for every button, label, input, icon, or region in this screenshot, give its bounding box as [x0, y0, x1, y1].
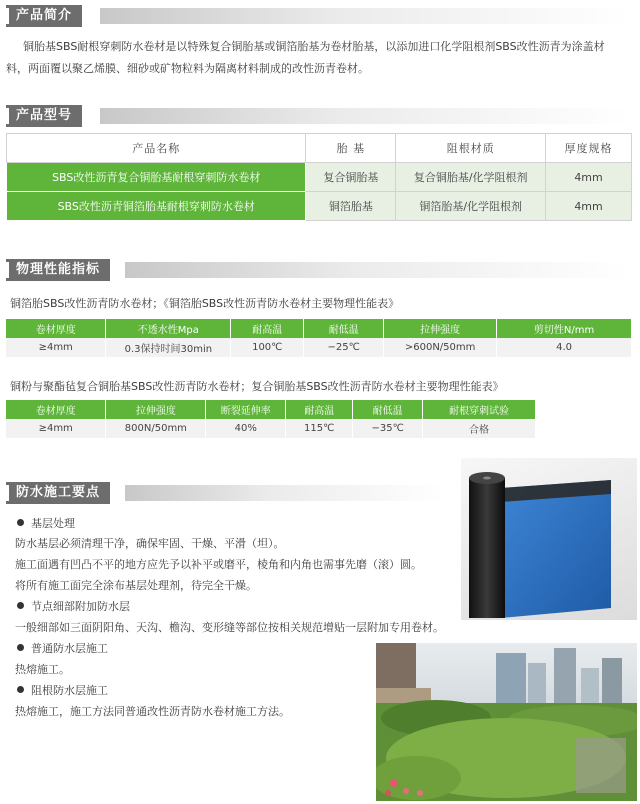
bullet-label: 普通防水层施工 — [31, 642, 108, 655]
bullet-label: 节点细部附加防水层 — [31, 600, 130, 613]
table-header-cell: 耐高温 — [286, 400, 353, 419]
table-header-cell: 剪切性N/mm — [497, 319, 632, 338]
table1-caption: 铜箔胎SBS改性沥青防水卷材；《铜箔胎SBS改性沥青防水卷材主要物理性能表》 — [10, 297, 400, 310]
table-header-cell: 耐低温 — [353, 400, 423, 419]
bullet-item — [17, 598, 130, 614]
table-header-cell: 拉伸强度 — [106, 400, 206, 419]
paragraph-line: 将所有施工面完全涂布基层处理剂，待完全干燥。 — [15, 579, 257, 592]
table-header-cell: 断裂延伸率 — [206, 400, 286, 419]
table-header-cell: 拉伸强度 — [384, 319, 497, 338]
table-cell: 4.0 — [497, 338, 632, 357]
bullet-dot-icon — [17, 519, 24, 526]
table-header-row — [6, 400, 536, 419]
table-cell: −35℃ — [353, 419, 423, 438]
section-header-models — [0, 105, 640, 127]
table-header-row — [6, 319, 632, 338]
table-cell: 4mm — [546, 163, 632, 192]
table-cell: 0.3保持时间30min — [106, 338, 231, 357]
table-header-cell: 耐根穿刺试验 — [423, 400, 536, 419]
paragraph-line: 热熔施工。 — [15, 663, 70, 676]
roof-garden-photo — [376, 643, 637, 801]
table-row — [7, 163, 632, 192]
table-cell: 合格 — [423, 419, 536, 438]
section-title-models: 产品型号 — [6, 105, 82, 127]
table-header-cell: 厚度规格 — [546, 134, 632, 163]
physical-table-1 — [6, 319, 632, 357]
table-cell: 115℃ — [286, 419, 353, 438]
table-header-cell: 胎 基 — [306, 134, 396, 163]
table-cell: 4mm — [546, 192, 632, 221]
section-header-bar — [125, 262, 630, 278]
models-table — [6, 133, 632, 221]
table-header-cell: 不透水性Mpa — [106, 319, 231, 338]
table-header-cell: 卷材厚度 — [6, 400, 106, 419]
bullet-label: 基层处理 — [31, 517, 75, 530]
section-header-bar — [125, 485, 445, 501]
table-cell: 铜箔胎基 — [306, 192, 396, 221]
bullet-label: 阻根防水层施工 — [31, 684, 108, 697]
table-header-cell: 产品名称 — [7, 134, 306, 163]
table-row — [6, 419, 536, 438]
table-cell: 100℃ — [231, 338, 304, 357]
intro-text-line1: 铜胎基SBS耐根穿刺防水卷材是以特殊复合铜胎基或铜箔胎基为卷材胎基，以添加进口化学阻根剂SBS改性沥青为涂盖材 — [23, 40, 605, 53]
table-header-row — [7, 134, 632, 163]
table-header-cell: 阻根材质 — [396, 134, 546, 163]
table-cell: ≥4mm — [6, 338, 106, 357]
bullet-dot-icon — [17, 686, 24, 693]
table-header-cell: 耐高温 — [231, 319, 304, 338]
physical-table-2 — [6, 400, 536, 438]
table-header-cell: 卷材厚度 — [6, 319, 106, 338]
intro-text-line2: 料，两面覆以聚乙烯膜、细砂或矿物粒料为隔离材料制成的改性沥青卷材。 — [6, 62, 369, 75]
roof-garden-illustration — [376, 643, 637, 801]
table-cell: 40% — [206, 419, 286, 438]
table-cell: >600N/50mm — [384, 338, 497, 357]
bullet-item — [17, 682, 108, 698]
paragraph-line: 一般细部如三面阴阳角、天沟、檐沟、变形缝等部位按相关规范增贴一层附加专用卷材。 — [15, 621, 444, 634]
table-row — [6, 338, 632, 357]
table2-caption: 铜粉与聚酯毡复合铜胎基SBS改性沥青防水卷材；复合铜胎基SBS改性沥青防水卷材主要物理性能表》 — [10, 380, 504, 393]
table-cell: −25℃ — [304, 338, 384, 357]
section-header-physical — [0, 259, 640, 281]
table-cell: 800N/50mm — [106, 419, 206, 438]
table-cell: ≥4mm — [6, 419, 106, 438]
bullet-dot-icon — [17, 644, 24, 651]
bullet-item — [17, 515, 75, 531]
membrane-roll-image — [461, 458, 637, 620]
paragraph-line: 热熔施工，施工方法同普通改性沥青防水卷材施工方法。 — [15, 705, 290, 718]
bullet-dot-icon — [17, 602, 24, 609]
table-header-cell: 耐低温 — [304, 319, 384, 338]
section-header-bar — [100, 8, 630, 24]
paragraph-line: 防水基层必须清理干净，确保牢固、干燥、平滑（坦）。 — [15, 537, 285, 550]
paragraph-line: 施工面遇有凹凸不平的地方应先予以补平或磨平，棱角和内角也需事先磨（滚）圆。 — [15, 558, 422, 571]
section-title-intro: 产品简介 — [6, 5, 82, 27]
section-header-intro — [0, 5, 640, 27]
table-cell: 复合铜胎基/化学阻根剂 — [396, 163, 546, 192]
membrane-roll-illustration — [461, 458, 637, 620]
table-cell: 复合铜胎基 — [306, 163, 396, 192]
section-title-physical: 物理性能指标 — [6, 259, 110, 281]
table-cell: SBS改性沥青复合铜胎基耐根穿刺防水卷材 — [7, 163, 306, 192]
bullet-item — [17, 640, 108, 656]
section-header-construction — [0, 482, 455, 504]
table-cell: SBS改性沥青铜箔胎基耐根穿刺防水卷材 — [7, 192, 306, 221]
section-header-bar — [100, 108, 630, 124]
section-title-construction: 防水施工要点 — [6, 482, 110, 504]
table-cell: 铜箔胎基/化学阻根剂 — [396, 192, 546, 221]
table-row — [7, 192, 632, 221]
